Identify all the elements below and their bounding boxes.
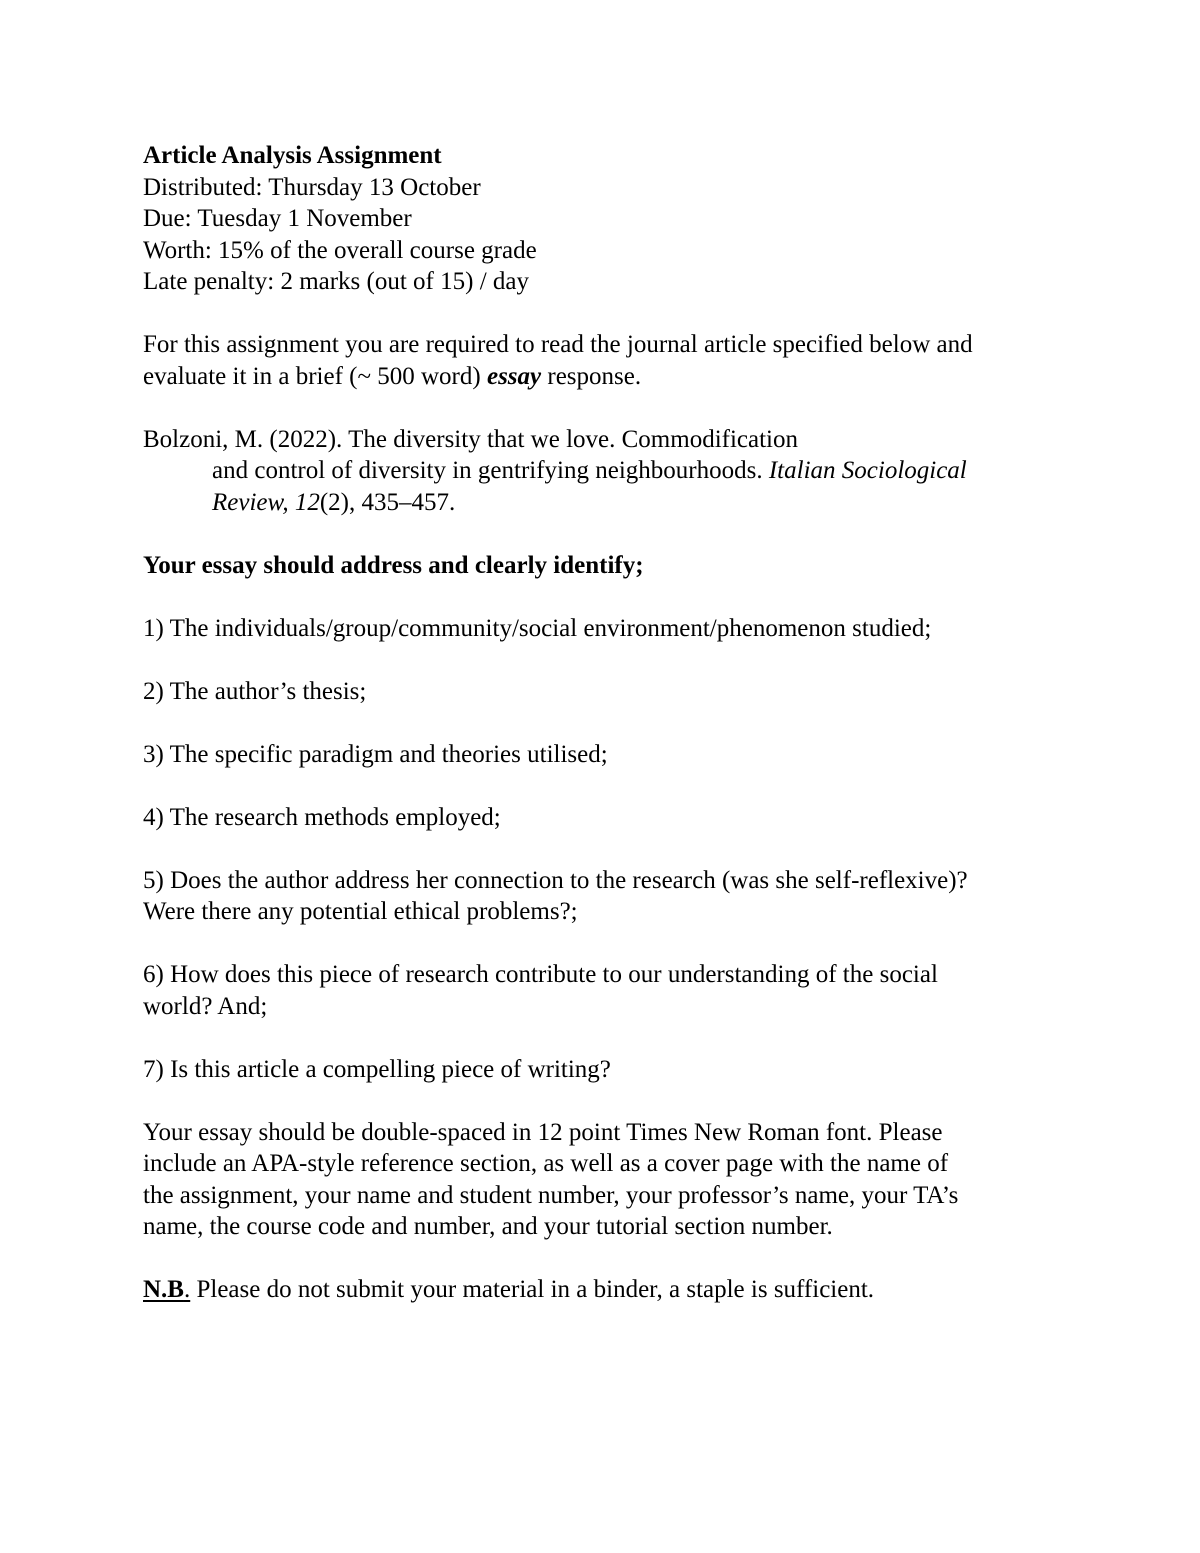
grade-weight: Worth: 15% of the overall course grade: [143, 236, 537, 264]
requirement-item: 3) The specific paradigm and theories utilised;: [143, 740, 608, 768]
intro-line-2-text: evaluate it in a brief (~ 500 word): [143, 362, 487, 390]
intro-line-2: [143, 361, 1073, 393]
requirement-item: 6) How does this piece of research contribute to our understanding of the social: [143, 961, 938, 988]
citation-line-2-text: and control of diversity in gentrifying neighbourhoods.: [212, 457, 769, 484]
requirement-item: 5) Does the author address her connection to the research (was she self-reflexive)?: [143, 866, 968, 894]
requirement-item: 7) Is this article a compelling piece of writing?: [143, 1055, 611, 1083]
formatting-line: name, the course code and number, and your tutorial section number.: [143, 1213, 833, 1240]
requirement-item: 2) The author’s thesis;: [143, 677, 367, 705]
late-penalty: Late penalty: 2 marks (out of 15) / day: [143, 268, 529, 295]
document-body: [143, 140, 1073, 1306]
formatting-line: the assignment, your name and student number, your professor’s name, your TA’s: [143, 1181, 959, 1209]
requirement-item: 1) The individuals/group/community/social environment/phenomenon studied;: [143, 614, 932, 642]
journal-volume: Review, 12: [212, 488, 320, 516]
intro-line-1: For this assignment you are required to read the journal article specified below and: [143, 331, 973, 358]
nota-bene: [143, 1274, 1073, 1306]
essay-emphasis: essay: [486, 362, 542, 390]
due-date: Due: Tuesday 1 November: [143, 205, 412, 232]
citation-line-2: [143, 455, 1073, 487]
requirement-item-continued: world? And;: [143, 992, 268, 1020]
nota-bene-punct: .: [183, 1276, 191, 1303]
journal-name: Italian Sociological: [768, 457, 967, 484]
assignment-title: Article Analysis Assignment: [143, 142, 442, 169]
distributed-date: Distributed: Thursday 13 October: [143, 173, 481, 201]
formatting-line: include an APA-style reference section, as well as a cover page with the name of: [143, 1150, 949, 1177]
citation-line-3: [143, 487, 1073, 519]
nota-bene-label: N.B: [143, 1276, 184, 1303]
requirement-item: 4) The research methods employed;: [143, 803, 501, 831]
requirement-item-continued: Were there any potential ethical problems?;: [143, 898, 578, 925]
requirements-heading: Your essay should address and clearly identify;: [143, 551, 644, 579]
formatting-line: Your essay should be double-spaced in 12 point Times New Roman font. Please: [143, 1118, 943, 1146]
intro-line-2-end: response.: [541, 362, 642, 390]
citation-line-1: Bolzoni, M. (2022). The diversity that we love. Commodification: [143, 425, 798, 453]
nota-bene-text: Please do not submit your material in a binder, a staple is sufficient.: [190, 1276, 875, 1303]
citation-pages: (2), 435–457.: [319, 488, 456, 516]
